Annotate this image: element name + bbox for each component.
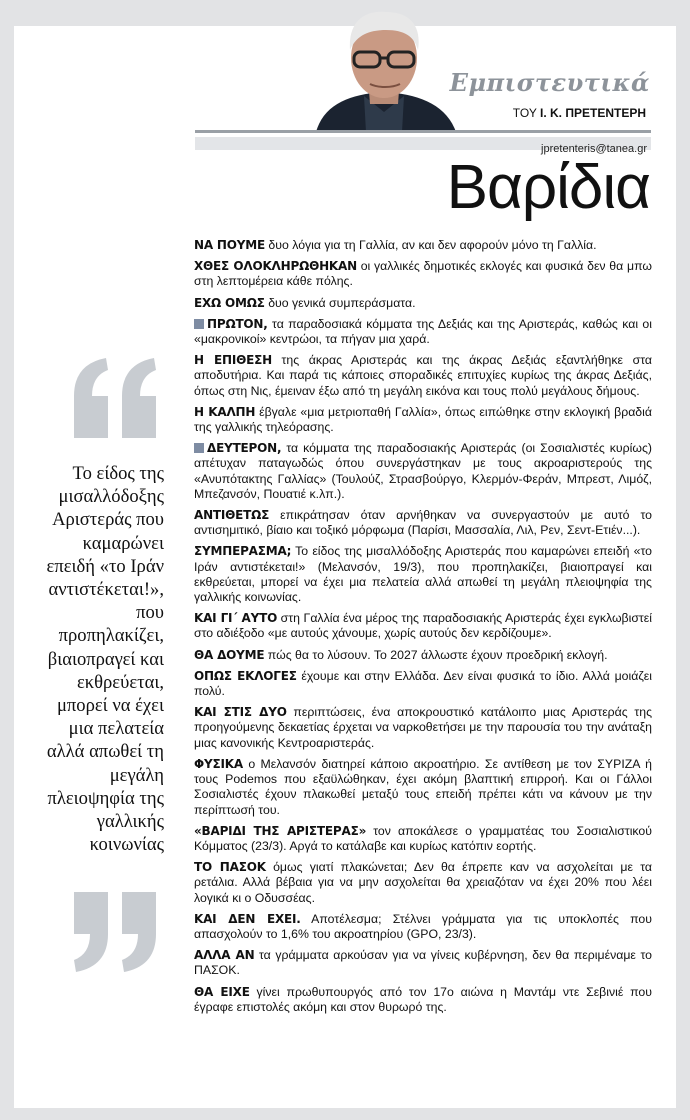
paragraph-text: τα κόμματα της παραδοσιακής Αριστεράς (οι Σοσιαλιστές κυρίως) απέτυχαν παταγωδώς όπου συνεργάστηκαν με τους ακροαριστερούς της «Ανυπότακτης Γαλλίας» (Τουλούζ, Στρασβούργο, Κλερμόν-Φεράν, Μπρεστ, Λιμόζ, Μπεζανσόν, Πουατιέ κ.λπ.).: [194, 441, 652, 501]
paragraph: [194, 353, 652, 399]
article-body: [194, 238, 652, 1021]
paragraph-text: τον αποκάλεσε ο γραμματέας του Σοσιαλιστικού Κόμματος (23/3). Αργά το κατάλαβε και κυρίως κατόπιν εορτής.: [194, 823, 652, 853]
paragraph: [194, 317, 652, 347]
author-email: jpretenteris@tanea.gr: [541, 143, 647, 155]
paragraph: [194, 757, 652, 818]
paragraph-lead: ΘΑ ΕΙΧΕ: [194, 984, 250, 999]
author-name: Ι. Κ. ΠΡΕΤΕΝΤΕΡΗ: [539, 106, 646, 120]
pull-quote: Το είδος της μισαλλόδοξης Αριστεράς που καμαρώνει επειδή «το Ιράν αντιστέκεται!», που προπηλακίζει, βιαιοπραγεί και εκθρεύεται, μπορεί να έχει μια πελατεία αλλά απωθεί τη μεγάλη πλειοψηφία της γαλλικής κοινωνίας: [46, 463, 164, 856]
paragraph-text: έβγαλε «μια μετριοπαθή Γαλλία», όπως ειπώθηκε στην εκλογική βραδιά της γαλλικής τηλεόρασης.: [194, 404, 652, 435]
paragraph-lead: ΦΥΣΙΚΑ: [194, 756, 243, 771]
author-portrait: [306, 8, 464, 132]
paragraph-text: οι γαλλικές δημοτικές εκλογές και φυσικά δεν θα μπω στη λεπτομέρεια κάθε πόλης.: [194, 259, 652, 289]
paragraph: [194, 912, 652, 942]
paragraph: [194, 948, 652, 978]
paragraph: [194, 824, 652, 854]
headline: Βαρίδια: [446, 153, 650, 222]
square-bullet-icon: [194, 319, 204, 329]
paragraph-lead: ΕΧΩ ΟΜΩΣ: [194, 295, 265, 310]
paragraph-lead: ΝΑ ΠΟΥΜΕ: [194, 238, 265, 252]
square-bullet-icon: [194, 443, 204, 453]
paragraph-text: έχουμε και στην Ελλάδα. Δεν είναι φυσικά το ίδιο. Αλλά μοιάζει πολύ.: [194, 668, 652, 699]
paragraph-text: τα παραδοσιακά κόμματα της Δεξιάς και της Αριστεράς, καθώς και οι «μακρονικοί» κεντρώοι, τα πήγαν μια χαρά.: [194, 316, 652, 347]
paragraph-text: όμως γιατί πλακώνεται; Δεν θα έπρεπε καν να ασχολείται με τα ρετάλια. Αλλά βέβαια για να μην ασχολείται θα χρειαζόταν να έχει 20% που λέει λογικά κι ο Οδυσσέας.: [194, 860, 652, 905]
paragraph-text: στη Γαλλία ένα μέρος της παραδοσιακής Αριστεράς έχει εγκλωβιστεί στο αδιέξοδο «με αυτούς χάνουμε, χωρίς αυτούς δεν κερδίζουμε».: [194, 611, 653, 641]
paragraph: [194, 669, 652, 699]
paragraph-text: Αποτέλεσμα; Στέλνει γράμματα για τις υποκλοπές που απασχολούν το 1,6% του ακροατηρίου (GPO, 23/3).: [194, 911, 652, 941]
open-quote-icon: [66, 358, 166, 438]
paragraph-lead: ΘΑ ΔΟΥΜΕ: [194, 647, 265, 662]
paragraph-lead: ΤΟ ΠΑΣΟΚ: [194, 860, 266, 875]
byline: [513, 106, 646, 120]
paragraph-lead: ΚΑΙ ΔΕΝ ΕΧΕΙ.: [194, 911, 301, 926]
paragraph-lead: ΚΑΙ ΣΤΙΣ ΔΥΟ: [194, 705, 287, 720]
paragraph-text: Το είδος της μισαλλόδοξης Αριστεράς που καμαρώνει επειδή «το Ιράν αντιστέκεται!» (Μελανσόν, 19/3), που προπηλακίζει, βιαιοπραγεί και εκθρεύεται, μπορεί να έχει μια πελατεία αλλά απωθεί τη μεγάλη πλειοψηφία της γαλλικής κοινωνίας.: [194, 544, 652, 605]
paragraph: [194, 238, 652, 253]
paragraph-text: ο Μελανσόν διατηρεί κάποιο ακροατήριο. Σε αντίθεση με τον ΣΥΡΙΖΑ ή τους Podemos που εξαϋλώθηκαν, έχει ακόμη βλαπτική επιρροή. Και οι Γάλλοι Σοσιαλιστές έχουν πλακωθεί μεταξύ τους επειδή πρέπει κάτι να κάνουν με την περίπτωσή του.: [194, 756, 652, 817]
header-rule: [195, 130, 651, 133]
paragraph-lead: ΟΠΩΣ ΕΚΛΟΓΕΣ: [194, 668, 297, 683]
paragraph-text: επικράτησαν όταν αρνήθηκαν να συνεργαστούν με αυτό το αντισημιτικό, βίαιο και τοξικό μόρφωμα (Παρίσι, Μασσαλία, Λιλ, Ρεν, Σεντ-Ετιέν...).: [194, 508, 652, 538]
paragraph-text: τα γράμματα αρκούσαν για να γίνεις κυβέρνηση, δεν θα περιμέναμε το ΠΑΣΟΚ.: [194, 948, 652, 978]
paragraph-lead: ΔΕΥΤΕΡΟΝ,: [207, 441, 282, 456]
paragraph: [194, 259, 652, 289]
paragraph-lead: «ΒΑΡΙΔΙ ΤΗΣ ΑΡΙΣΤΕΡΑΣ»: [194, 823, 367, 838]
paragraph: [194, 508, 652, 538]
paragraph: [194, 611, 652, 641]
paragraph: [194, 441, 652, 502]
byline-prefix: ΤΟΥ: [512, 106, 537, 120]
paragraph-text: δυο λόγια για τη Γαλλία, αν και δεν αφορούν μόνο τη Γαλλία.: [264, 238, 597, 252]
paragraph-lead: ΣΥΜΠΕΡΑΣΜΑ;: [194, 544, 292, 559]
paragraph: [194, 648, 652, 663]
close-quote-icon: [66, 892, 166, 972]
paragraph: [194, 985, 652, 1015]
paragraph-lead: ΑΝΤΙΘΕΤΩΣ: [194, 508, 270, 523]
paragraph-text: δυο γενικά συμπεράσματα.: [264, 295, 416, 310]
paragraph-text: περιπτώσεις, ένα αποκρουστικό κατάλοιπο μιας Αριστεράς της προηγούμενης δεκαετίας έρχεται να ναρκοθετήσει με την παρουσία του την ανάταξη μιας κανονικής Κεντροαριστεράς.: [194, 705, 652, 750]
paragraph: [194, 705, 652, 751]
paragraph-lead: ΑΛΛΑ ΑΝ: [194, 948, 255, 963]
paragraph-lead: ΧΘΕΣ ΟΛΟΚΛΗΡΩΘΗΚΑΝ: [194, 259, 357, 274]
paragraph-text: της άκρας Αριστεράς και της άκρας Δεξιάς εξαντλήθηκε στα αποδυτήρια. Και παρά τις κάποιες σποραδικές επιτυχίες κυρίως της άκρας Δεξιάς, όπως στη Νις, έμειναν έξω από τη μεγάλη εικόνα και τους πολύ μεγάλους δήμους.: [194, 353, 652, 398]
paragraph: [194, 544, 652, 605]
paragraph: [194, 405, 652, 435]
paragraph-text: πώς θα το λύσουν. Το 2027 άλλωστε έχουν προεδρική εκλογή.: [264, 647, 608, 662]
paragraph-lead: Η ΚΑΛΠΗ: [194, 404, 256, 419]
paragraph-lead: ΠΡΩΤΟΝ,: [207, 316, 268, 331]
paragraph-text: γίνει πρωθυπουργός από τον 17ο αιώνα η Μαντάμ ντε Σεβινιέ που έγραφε επιστολές ακόμη και στον θυρωρό της.: [194, 984, 652, 1014]
paragraph-lead: ΚΑΙ ΓΙ΄ ΑΥΤΟ: [194, 611, 278, 626]
paragraph: [194, 860, 652, 906]
paragraph: [194, 296, 652, 311]
email-bar: [195, 137, 651, 155]
column-title: Εμπιστευτικά: [449, 68, 650, 97]
paragraph-lead: Η ΕΠΙΘΕΣΗ: [194, 353, 272, 368]
